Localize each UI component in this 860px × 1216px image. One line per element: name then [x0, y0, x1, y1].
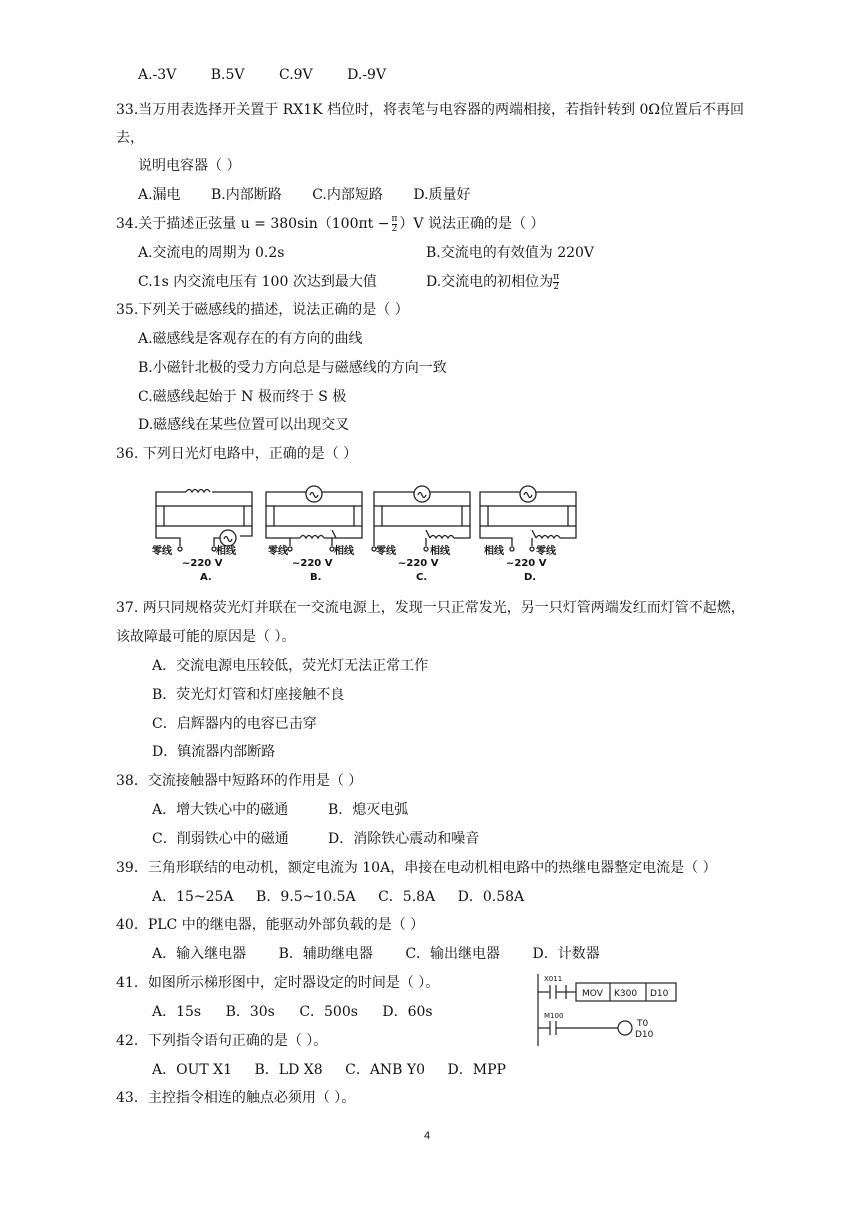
q34-optd-den: 2 — [553, 281, 560, 292]
q41-options — [152, 1002, 459, 1022]
q34-stem-suffix: ）V 说法正确的是（ ） — [399, 216, 545, 232]
diag-c-right-label: 相线 — [430, 546, 450, 557]
ladder-contact2: M100 — [544, 1012, 564, 1020]
q34-option-b: B.交流电的有效值为 220V — [426, 245, 595, 261]
q33-stem-line3: 说明电容器（ ） — [138, 158, 241, 174]
q33-option: B.内部断路 — [211, 187, 282, 203]
q42-stem: 42．下列指令语句正确的是（ ）。 — [116, 1033, 328, 1049]
q39-option: D．0.58A — [457, 889, 525, 905]
diag-a-voltage: ~220 V — [182, 558, 223, 569]
q34-optd-num: π — [553, 271, 560, 282]
diag-b-letter: B. — [310, 572, 322, 583]
q35-option-c: C.磁感线起始于 N 极而终于 S 极 — [138, 389, 347, 405]
diag-a-right-label: 相线 — [216, 546, 236, 557]
q37-option-b: B．荧光灯灯管和灯座接触不良 — [152, 687, 345, 703]
q42-option: D．MPP — [447, 1062, 506, 1078]
q39-stem: 39．三角形联结的电动机，额定电流为 10A，串接在电动机相电路中的热继电器整定电流是（ ） — [116, 860, 717, 876]
q37-option-d: D．镇流器内部断路 — [152, 744, 276, 760]
q38-options-row1 — [152, 800, 408, 820]
ladder-diagram — [536, 972, 696, 1048]
diagram-a — [156, 490, 252, 552]
q34-option-d-text: D.交流电的初相位为 — [426, 274, 554, 290]
q37-stem-line1: 37. 两只同规格荧光灯并联在一交流电源上，发现一只正常发光，另一只灯管两端发红而灯管不起燃， — [116, 600, 745, 616]
q42-option: C．ANB Y0 — [345, 1062, 426, 1078]
q32-option: C.9V — [278, 67, 313, 83]
q34-frac-num: π — [391, 213, 398, 224]
q40-option: A．输入继电器 — [152, 946, 247, 962]
ladder-instr-mov: MOV — [582, 989, 603, 999]
q34-option-a: A.交流电的周期为 0.2s — [138, 245, 285, 261]
page-number: 4 — [424, 1130, 431, 1142]
diagram-d — [480, 486, 576, 551]
q32-option: A.-3V — [138, 67, 177, 83]
q34-option-d — [426, 272, 559, 292]
q41-stem: 41．如图所示梯形图中，定时器设定的时间是（ ）。 — [116, 975, 440, 991]
q33-option: C.内部短路 — [312, 187, 383, 203]
q43-stem: 43．主控指令相连的触点必须用（ ）。 — [116, 1090, 356, 1106]
diag-b-right-label: 相线 — [334, 546, 354, 557]
diag-d-letter: D. — [524, 572, 537, 583]
q33-option: A.漏电 — [138, 187, 181, 203]
diag-c-letter: C. — [416, 572, 428, 583]
q33-stem-line1: 33.当万用表选择开关置于 RX1K 档位时，将表笔与电容器的两端相接，若指针转到 0Ω位置后不再回 — [116, 102, 745, 118]
q41-option: D．60s — [382, 1004, 433, 1020]
diag-b-voltage: ~220 V — [292, 558, 333, 569]
q39-options — [152, 887, 550, 907]
diag-d-voltage: ~220 V — [506, 558, 547, 569]
q34-option-d-fraction — [553, 273, 559, 292]
q41-option: B．30s — [225, 1004, 275, 1020]
q42-option: B．LD X8 — [254, 1062, 323, 1078]
q37-option-c: C．启辉器内的电容已击穿 — [152, 716, 317, 732]
q41-option: C．500s — [299, 1004, 358, 1020]
q34-stem-prefix: 34.关于描述正弦量 u = 380sin（100πt − — [116, 216, 390, 232]
q34-stem — [116, 214, 544, 234]
diag-a-left-label: 零线 — [152, 546, 172, 557]
q39-option: B．9.5~10.5A — [256, 889, 356, 905]
q34-frac-den: 2 — [391, 223, 398, 234]
q35-stem: 35.下列关于磁感线的描述，说法正确的是（ ） — [116, 302, 409, 318]
diag-b-left-label: 零线 — [268, 546, 288, 557]
q34-option-c: C.1s 内交流电压有 100 次达到最大值 — [138, 274, 377, 290]
q37-option-a: A．交流电源电压较低，荧光灯无法正常工作 — [152, 658, 429, 674]
q39-option: A．15~25A — [152, 889, 234, 905]
q33-stem-line2: 去， — [116, 130, 144, 146]
q32-option: D.-9V — [347, 67, 387, 83]
fluorescent-lamp-diagrams — [150, 484, 590, 594]
diag-c-voltage: ~220 V — [398, 558, 439, 569]
q35-option-d: D.磁感线在某些位置可以出现交叉 — [138, 417, 350, 433]
q33-options — [138, 185, 497, 205]
q40-stem: 40．PLC 中的继电器，能驱动外部负载的是（ ） — [116, 917, 425, 933]
diagram-b — [266, 486, 362, 551]
q41-option: A．15s — [152, 1004, 202, 1020]
q42-option: A．OUT X1 — [152, 1062, 233, 1078]
q39-option: C．5.8A — [378, 889, 436, 905]
ladder-contact1: X011 — [544, 975, 563, 983]
diag-d-right-label: 零线 — [536, 546, 556, 557]
q38-option: C．削弱铁心中的磁通 — [152, 831, 289, 847]
q38-option: A．增大铁心中的磁通 — [152, 802, 289, 818]
diagram-c — [372, 486, 470, 551]
ladder-coil-bottom: D10 — [635, 1030, 654, 1040]
q33-option: D.质量好 — [413, 187, 471, 203]
q38-option: B．熄灭电弧 — [328, 802, 409, 818]
q40-options — [152, 944, 626, 964]
q32-option: B.5V — [210, 67, 245, 83]
ladder-instr-d10: D10 — [650, 989, 669, 999]
q38-options-row2 — [152, 829, 479, 849]
q37-stem-line2: 该故障最可能的原因是（ ）。 — [116, 629, 296, 645]
diag-a-letter: A. — [200, 572, 212, 583]
diag-d-left-label: 相线 — [484, 546, 504, 557]
q34-fraction — [392, 215, 398, 234]
q35-option-b: B.小磁针北极的受力方向总是与磁感线的方向一致 — [138, 360, 447, 376]
q38-option: D．消除铁心震动和噪音 — [328, 831, 480, 847]
q35-option-a: A.磁感线是客观存在的有方向的曲线 — [138, 331, 363, 347]
q40-option: C．输出继电器 — [405, 946, 501, 962]
q38-stem: 38．交流接触器中短路环的作用是（ ） — [116, 773, 363, 789]
ladder-coil-top: T0 — [637, 1019, 649, 1029]
q32-options — [138, 65, 416, 85]
q40-option: D．计数器 — [532, 946, 600, 962]
diag-c-left-label: 零线 — [376, 546, 396, 557]
q36-stem: 36. 下列日光灯电路中，正确的是（ ） — [116, 446, 358, 462]
q42-options — [152, 1060, 532, 1080]
q40-option: B．辅助继电器 — [278, 946, 373, 962]
ladder-instr-k300: K300 — [614, 989, 638, 999]
